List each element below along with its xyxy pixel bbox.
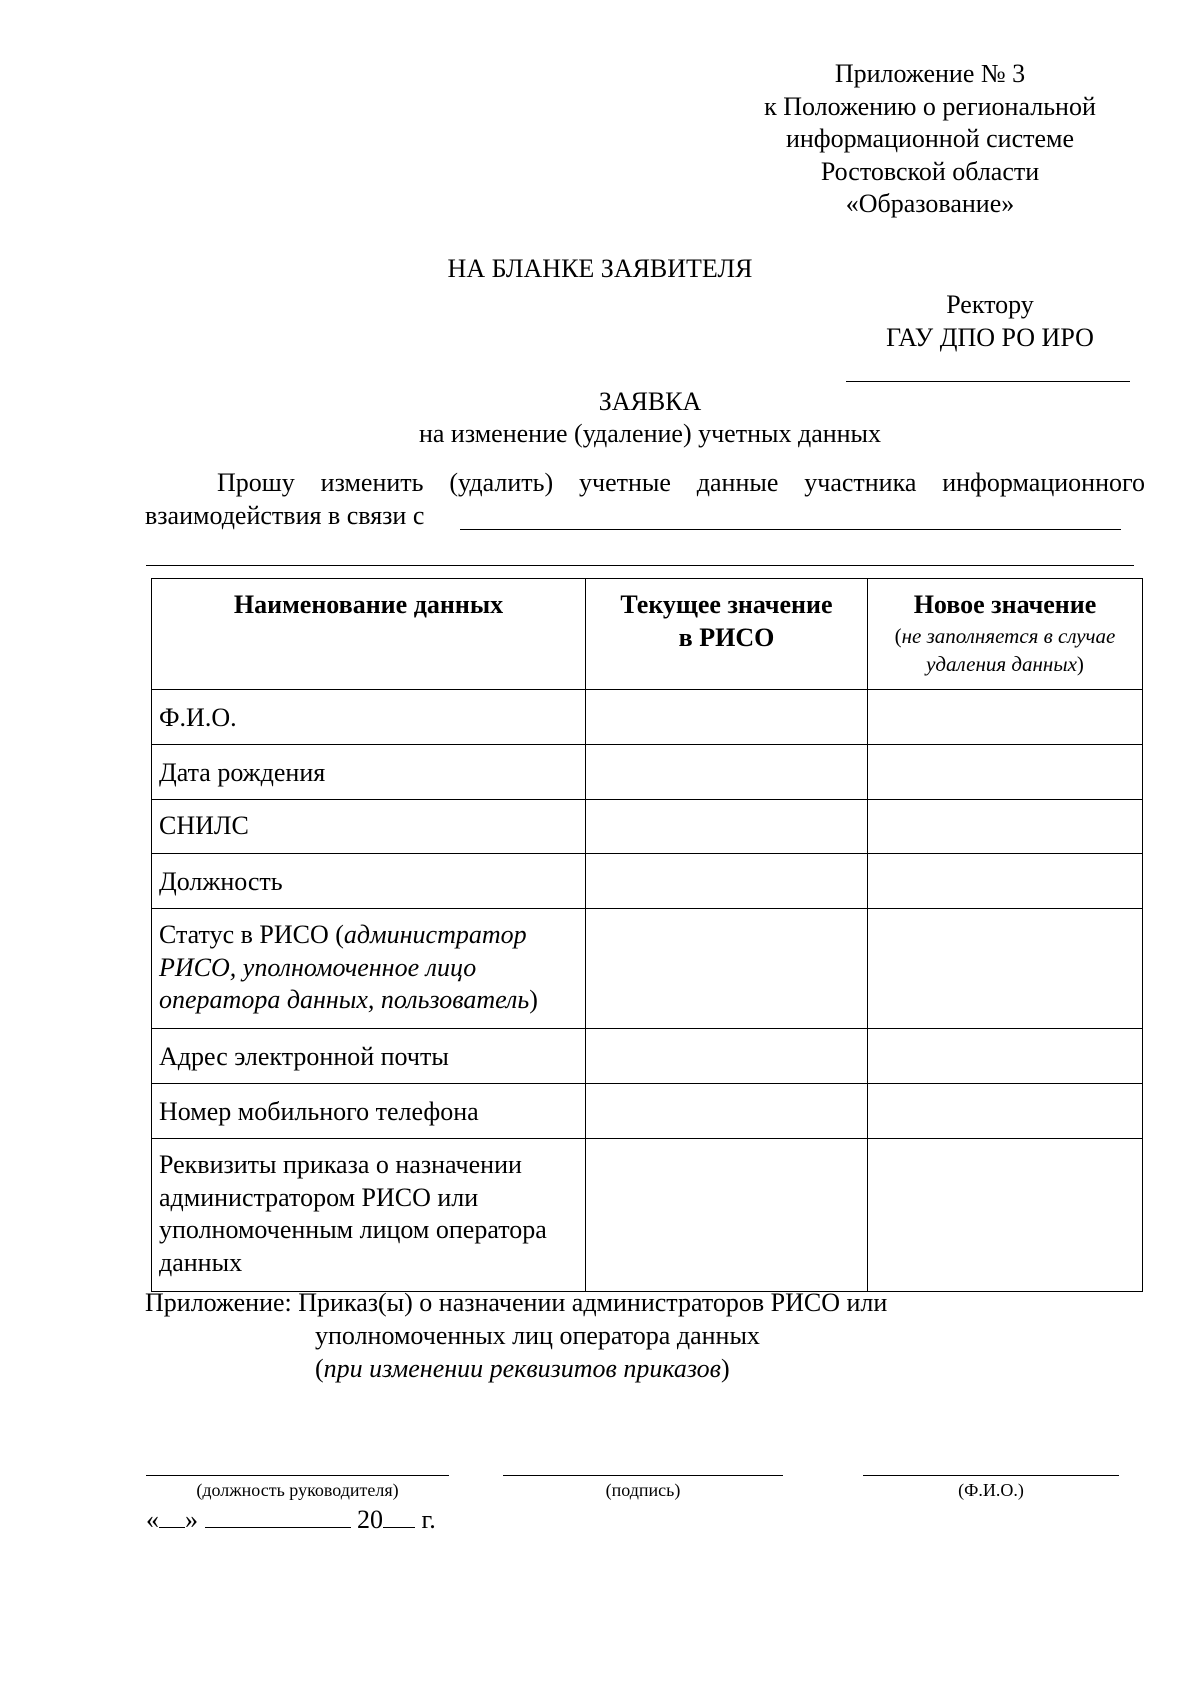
name-signature-line[interactable] <box>863 1475 1119 1476</box>
addressee-line-2: ГАУ ДПО РО ИРО <box>886 323 1094 352</box>
table-row <box>152 1084 1143 1139</box>
addressee-blank-line[interactable] <box>846 381 1130 382</box>
table-row <box>152 690 1143 745</box>
letterhead-note: НА БЛАНКЕ ЗАЯВИТЕЛЯ <box>447 254 753 283</box>
appendix-line-4: Ростовской области <box>820 156 1040 186</box>
current-value-cell[interactable] <box>586 909 868 1029</box>
addressee <box>820 288 1160 354</box>
current-value-cell[interactable] <box>586 800 868 854</box>
appendix-line-5: «Образование» <box>845 189 1015 218</box>
body-line-1: Прошу изменить (удалить) учетные данные участника информационного <box>217 468 1145 497</box>
position-signature-line[interactable] <box>146 1475 449 1476</box>
new-value-cell[interactable] <box>868 690 1143 745</box>
table-row <box>152 1029 1143 1084</box>
new-value-cell[interactable] <box>868 1139 1143 1292</box>
header-new-value-note: (не заполняется в случае удаления данных) <box>894 623 1116 676</box>
table-row <box>152 909 1143 1029</box>
attachment-line-3: (при изменении реквизитов приказов) <box>315 1354 730 1383</box>
new-value-cell[interactable] <box>868 1084 1143 1139</box>
current-value-cell[interactable] <box>586 745 868 800</box>
request-title-block <box>0 386 1200 450</box>
attachment-line-2: уполномоченных лиц оператора данных <box>315 1321 760 1350</box>
request-title: ЗАЯВКА <box>598 387 702 416</box>
row-label-phone: Номер мобильного телефона <box>152 1084 586 1139</box>
table-header-row <box>152 579 1143 690</box>
reason-blank-line-2[interactable] <box>146 565 1134 566</box>
header-data-name: Наименование данных <box>152 579 586 690</box>
row-label-snils: СНИЛС <box>152 800 586 854</box>
day-blank[interactable] <box>159 1505 185 1528</box>
reason-blank-line-1[interactable] <box>460 529 1121 530</box>
signature-line[interactable] <box>503 1475 783 1476</box>
current-value-cell[interactable] <box>586 854 868 909</box>
current-value-cell[interactable] <box>586 690 868 745</box>
row-label-birthdate: Дата рождения <box>152 745 586 800</box>
month-blank[interactable] <box>205 1505 351 1528</box>
date-line: « » 20 г. <box>146 1505 436 1534</box>
row-label-email: Адрес электронной почты <box>152 1029 586 1084</box>
year-blank[interactable] <box>383 1505 415 1528</box>
appendix-line-2: к Положению о региональной <box>764 91 1096 121</box>
row-label-order-details: Реквизиты приказа о назначении администратором РИСО или уполномоченным лицом оператора данных <box>152 1139 586 1292</box>
position-caption: (должность руководителя) <box>196 1480 399 1500</box>
table-row <box>152 1139 1143 1292</box>
new-value-cell[interactable] <box>868 1029 1143 1084</box>
body-line-2: взаимодействия в связи с <box>145 501 425 530</box>
appendix-line-3: информационной системе <box>785 124 1075 153</box>
new-value-cell[interactable] <box>868 854 1143 909</box>
current-value-cell[interactable] <box>586 1139 868 1292</box>
current-value-cell[interactable] <box>586 1084 868 1139</box>
header-new-value: Новое значение (не заполняется в случае удаления данных) <box>868 579 1143 690</box>
row-label-position: Должность <box>152 854 586 909</box>
data-table <box>151 578 1143 1292</box>
row-label-status: Статус в РИСО (администратор РИСО, уполномоченное лицо оператора данных, пользователь) <box>152 909 586 1029</box>
attachment-line-1: Приложение: Приказ(ы) о назначении администраторов РИСО или <box>145 1288 888 1317</box>
attachment-note <box>145 1286 1145 1385</box>
table-row <box>152 854 1143 909</box>
header-current-value: Текущее значение в РИСО <box>586 579 868 690</box>
appendix-note <box>700 58 1160 221</box>
appendix-line-1: Приложение № 3 <box>834 59 1026 88</box>
table-row <box>152 745 1143 800</box>
request-subtitle: на изменение (удаление) учетных данных <box>418 419 882 448</box>
new-value-cell[interactable] <box>868 909 1143 1029</box>
table-row <box>152 800 1143 854</box>
name-caption: (Ф.И.О.) <box>958 1480 1024 1500</box>
new-value-cell[interactable] <box>868 800 1143 854</box>
row-label-fio: Ф.И.О. <box>152 690 586 745</box>
addressee-line-1: Ректору <box>946 290 1034 319</box>
request-body <box>145 466 1145 532</box>
current-value-cell[interactable] <box>586 1029 868 1084</box>
signature-caption: (подпись) <box>605 1480 681 1500</box>
new-value-cell[interactable] <box>868 745 1143 800</box>
